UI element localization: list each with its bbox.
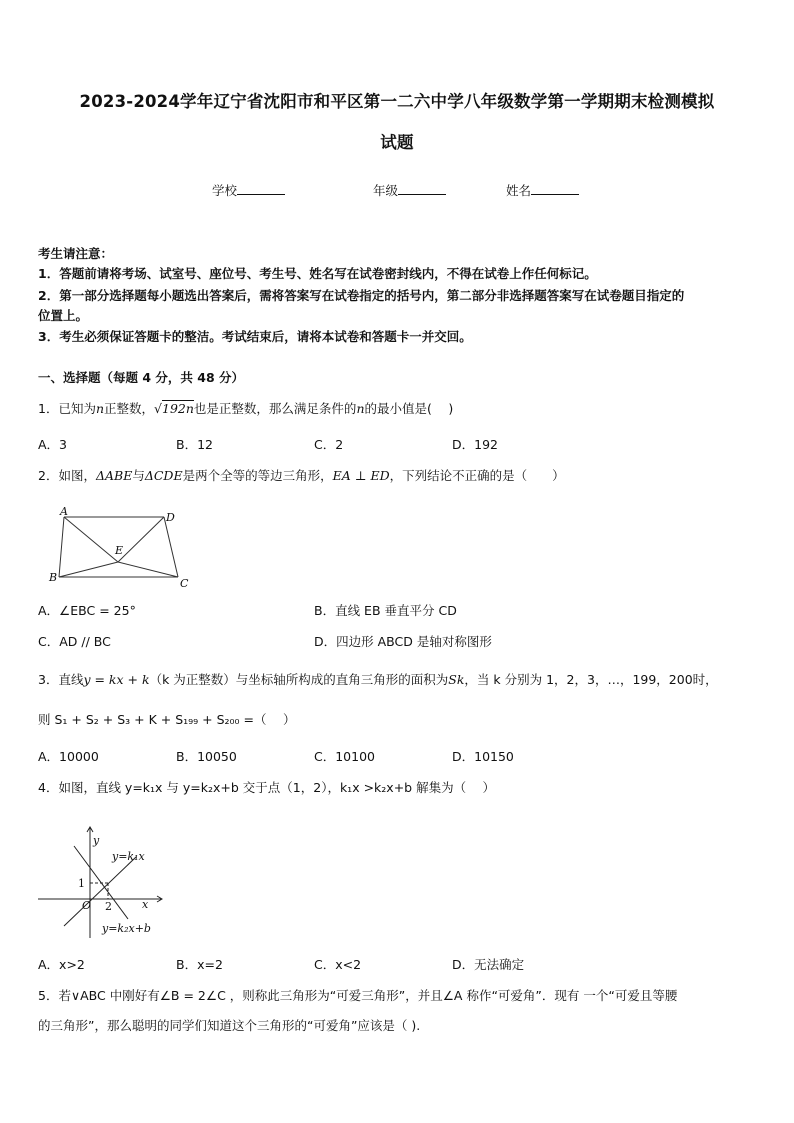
q2-option-c: C．AD // BC	[38, 634, 111, 649]
label-origin: O	[82, 899, 92, 912]
label-c: C	[180, 577, 189, 590]
sqrt-symbol: √	[154, 401, 162, 416]
q3-option-a: A．10000	[38, 749, 99, 764]
label-line-k1x: y=k₁x	[112, 850, 145, 863]
q2-triangle-cde: ΔCDE	[144, 468, 183, 483]
notice-item: 位置上。	[38, 308, 89, 323]
q3-text: ，当 k 分别为 1，2，3，…，199，200时，	[464, 672, 718, 687]
segment-de	[118, 517, 164, 562]
label-y: y	[93, 834, 100, 847]
label-2: 2	[105, 900, 112, 913]
school-blank	[237, 182, 285, 195]
q1-option-d: D．192	[452, 437, 498, 452]
question-5-line1: 5．若∨ABC 中刚好有∠B = 2∠C ，则称此三角形为“可爱三角形”，并且∠A 称作“可爱角”．现有 一个“可爱且等腰	[38, 988, 678, 1003]
q2-option-a: A．∠EBC = 25°	[38, 603, 136, 618]
label-a: A	[60, 505, 68, 518]
question-3-line1	[38, 670, 763, 690]
q2-text: 是两个全等的等边三角形，	[182, 468, 333, 483]
q4-option-b: B．x=2	[176, 957, 223, 972]
q3-option-d: D．10150	[452, 749, 514, 764]
notice-item: 1．答题前请将考场、试室号、座位号、考生号、姓名写在试卷密封线内，不得在试卷上作任何标记。	[38, 266, 597, 281]
segment-ce	[118, 562, 178, 577]
q3-sk: Sk	[448, 672, 465, 687]
school-label: 学校	[212, 183, 238, 198]
segment-ae	[64, 517, 118, 562]
label-d: D	[166, 511, 175, 524]
q3-option-b: B．10050	[176, 749, 237, 764]
q3-option-c: C．10100	[314, 749, 375, 764]
grade-blank	[398, 182, 446, 195]
label-1: 1	[78, 877, 85, 890]
q1-radicand: 192n	[162, 401, 194, 416]
q4-option-c: C．x<2	[314, 957, 362, 972]
notice-item: 2．第一部分选择题每小题选出答案后，需将答案写在试卷指定的括号内，第二部分非选择题答案写在试卷题目指定的	[38, 288, 685, 303]
question-2	[38, 466, 763, 486]
q1-option-c: C．2	[314, 437, 344, 452]
q1-var: n	[95, 401, 105, 416]
label-b: B	[49, 571, 58, 584]
q2-text: ，下列结论不正确的是（ ）	[389, 468, 565, 483]
question-3-line2: 则 S₁ + S₂ + S₃ + K + S₁₉₉ + S₂₀₀ =（ ）	[38, 712, 296, 727]
q1-text: 正整数，	[104, 401, 155, 416]
q2-option-d: D．四边形 ABCD 是轴对称图形	[314, 634, 492, 649]
q2-text: 与	[132, 468, 145, 483]
q4-option-a: A．x>2	[38, 957, 85, 972]
segment-dc	[164, 517, 178, 577]
grade-label: 年级	[373, 183, 399, 198]
q3-equation: y = kx + k	[83, 672, 150, 687]
name-blank	[531, 182, 579, 195]
q2-option-b: B．直线 EB 垂直平分 CD	[314, 603, 457, 618]
q1-text: 也是正整数，那么满足条件的	[193, 401, 357, 416]
doc-title-line2: 试题	[380, 133, 414, 152]
label-e: E	[115, 544, 124, 557]
question-4: 4．如图，直线 y=k₁x 与 y=k₂x+b 交于点（1，2），k₁x >k₂x+b 解集为（ ）	[38, 780, 496, 795]
school-field	[212, 181, 285, 199]
q1-text: 1．已知为	[38, 401, 96, 416]
q3-text: （k 为正整数）与坐标轴所构成的直角三角形的面积为	[149, 672, 449, 687]
name-label: 姓名	[506, 183, 532, 198]
label-x: x	[142, 898, 149, 911]
question-1	[38, 399, 763, 419]
q2-text: 2．如图，	[38, 468, 96, 483]
q2-perp: EA ⊥ ED	[332, 468, 390, 483]
segment-ab	[59, 517, 64, 577]
q4-option-d: D．无法确定	[452, 957, 525, 972]
label-line-k2x-b: y=k₂x+b	[102, 922, 151, 935]
q1-option-a: A．3	[38, 437, 68, 452]
notice-item: 3．考生必须保证答题卡的整洁。考试结束后，请将本试卷和答题卡一并交回。	[38, 329, 472, 344]
notice-heading: 考生请注意：	[38, 246, 114, 261]
doc-title-line1: 2023-2024学年辽宁省沈阳市和平区第一二六中学八年级数学第一学期期末检测模拟	[79, 92, 715, 111]
q1-var: n	[356, 401, 365, 416]
q2-figure	[44, 505, 204, 591]
grade-field	[373, 181, 446, 199]
q1-text: 的最小值是( )	[364, 401, 454, 416]
name-field	[506, 181, 579, 199]
q3-text: 3．直线	[38, 672, 84, 687]
q1-option-b: B．12	[176, 437, 213, 452]
q4-figure	[36, 822, 166, 940]
q2-triangle-abe: ΔABE	[95, 468, 133, 483]
question-5-line2: 的三角形”，那么聪明的同学们知道这个三角形的“可爱角”应该是（ ).	[38, 1018, 421, 1033]
segment-be	[59, 562, 118, 577]
section-heading: 一、选择题（每题 4 分，共 48 分）	[38, 370, 245, 385]
